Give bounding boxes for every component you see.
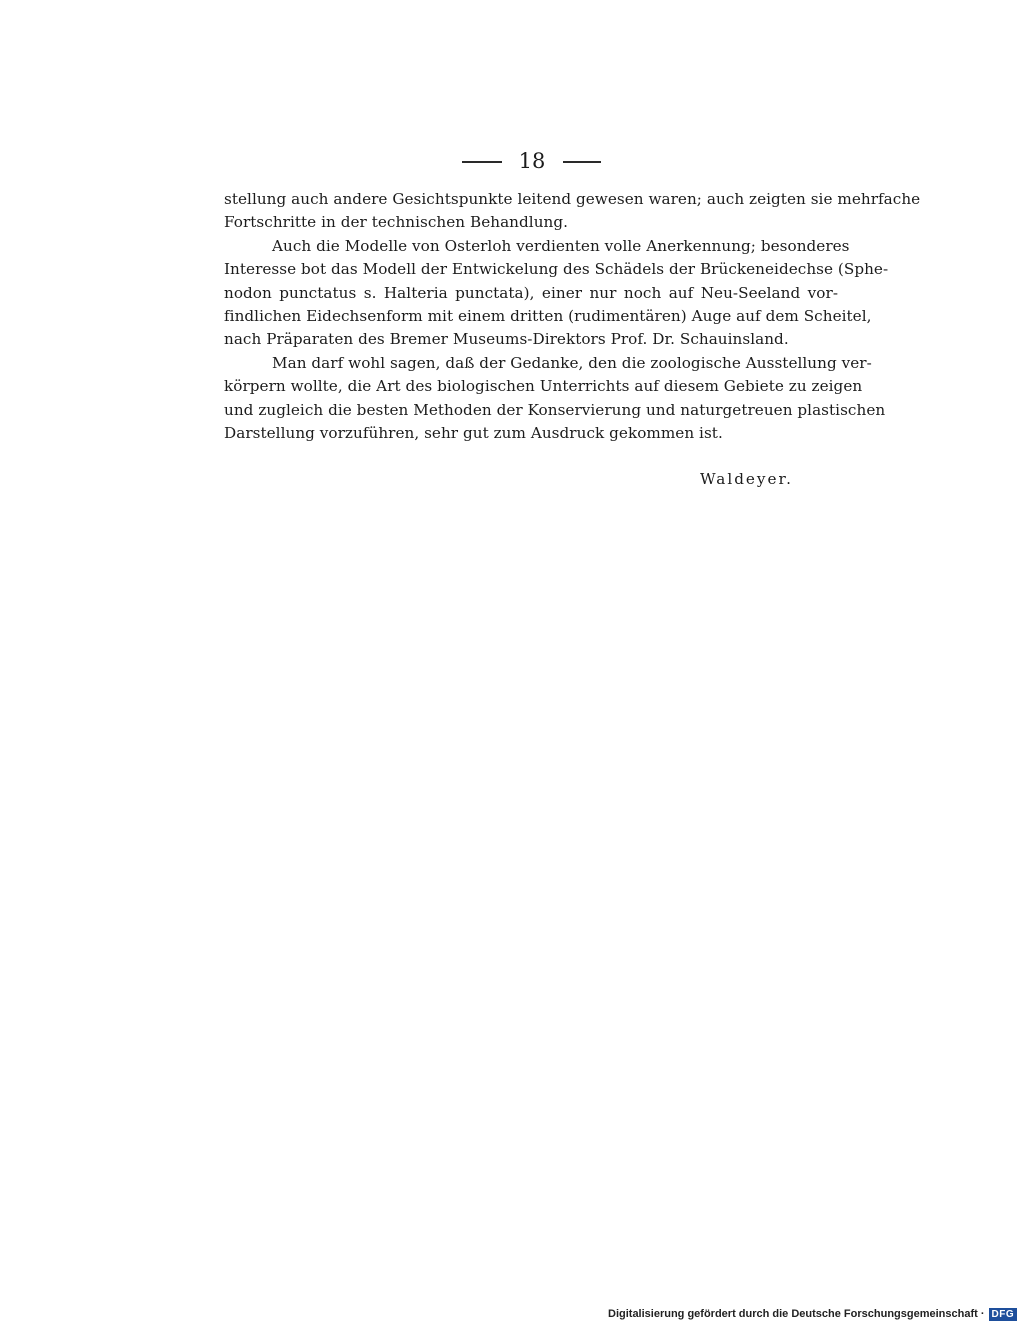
- page-header: [0, 146, 1000, 178]
- dfg-logo-icon: DFG: [989, 1308, 1017, 1321]
- paragraph-2: [224, 235, 889, 352]
- text-line: und zugleich die besten Methoden der Konservierung und naturgetreuen plastischen: [224, 400, 886, 419]
- text-line: findlichen Eidechsenform mit einem dritten (rudimentären) Auge auf dem Scheitel,: [224, 306, 872, 325]
- text-line: nodon punctatus s. Halteria punctata), einer nur noch auf Neu-Seeland vor-: [224, 283, 838, 302]
- text-line: stellung auch andere Gesichtspunkte leitend gewesen waren; auch zeigten sie mehrfache: [224, 190, 921, 208]
- header-rule-right: [563, 161, 601, 163]
- text-line: Interesse bot das Modell der Entwickelung des Schädels der Brückeneidechse (Sphe-: [224, 260, 889, 279]
- paragraph-3: [224, 352, 886, 446]
- author-signature: Waldeyer.: [700, 470, 793, 488]
- text-line: Auch die Modelle von Osterloh verdienten volle Anerkennung; besonderes: [272, 236, 850, 255]
- paragraph-1: [224, 188, 921, 235]
- header-rule-left: [462, 161, 502, 163]
- text-line: nach Präparaten des Bremer Museums-Direktors Prof. Dr. Schauinsland.: [224, 330, 789, 349]
- text-line: Darstellung vorzuführen, sehr gut zum Ausdruck gekommen ist.: [224, 423, 723, 442]
- body-text: [224, 188, 921, 445]
- text-line: körpern wollte, die Art des biologischen Unterrichts auf diesem Gebiete zu zeigen: [224, 377, 863, 396]
- text-line: Man darf wohl sagen, daß der Gedanke, den die zoologische Ausstellung ver-: [272, 353, 872, 372]
- digitization-credit: [608, 1306, 1017, 1322]
- credit-text: Digitalisierung gefördert durch die Deutsche Forschungsgemeinschaft ·: [608, 1308, 985, 1320]
- page-number: 18: [518, 149, 546, 173]
- text-line: Fortschritte in der technischen Behandlung.: [224, 213, 569, 232]
